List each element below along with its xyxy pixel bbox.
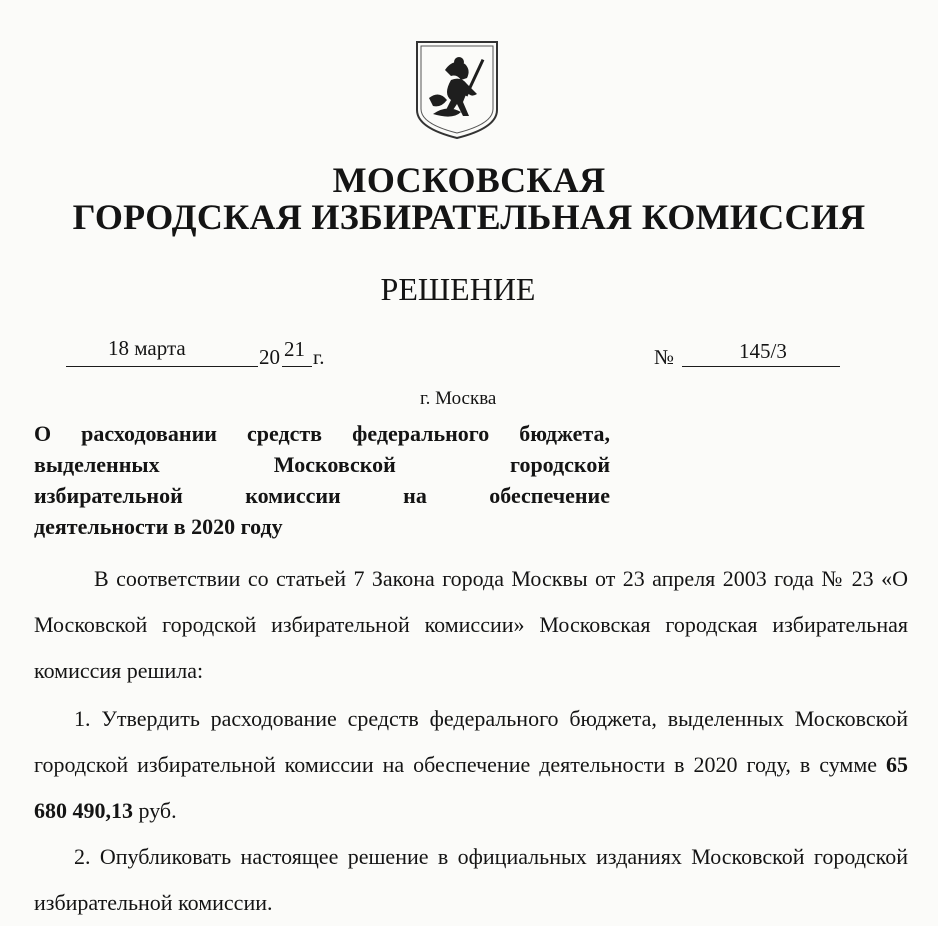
moscow-coat-of-arms-icon (415, 40, 499, 140)
item-1-text: 1. Утвердить расходование средств федерального бюджета, выделенных Московской городской избирательной комиссии на обеспечение деятельности в 2020 году, в сумме (34, 706, 908, 777)
number-underline (682, 366, 840, 367)
item-1-unit: руб. (133, 798, 177, 823)
item-1-paragraph (34, 696, 908, 834)
city: г. Москва (420, 388, 497, 409)
date-underline (66, 366, 258, 367)
document-type-title: РЕШЕНИЕ (380, 271, 536, 307)
subject-line-3: избирательной комиссии на обеспечение (34, 483, 610, 508)
preamble-paragraph: В соответствии со статьей 7 Закона города Москвы от 23 апреля 2003 года № 23 «О Московской городской избирательной комиссии» Московская городская избирательная комиссия решила: (34, 566, 908, 683)
year-unit: г. (313, 345, 325, 369)
number-sign: № (654, 345, 675, 369)
item-1-sum: 65 680 490,13 (34, 752, 908, 823)
subject-line-1: О расходовании средств федерального бюджета, (34, 421, 610, 446)
item-2-paragraph: 2. Опубликовать настоящее решение в официальных изданиях Московской городской избирательной комиссии. (34, 844, 908, 915)
year-prefix: 20 (259, 345, 280, 369)
subject-line-4: деятельности в 2020 году (34, 514, 283, 539)
subject-line-2: выделенных Московской городской (34, 452, 610, 477)
year-suffix: 21 (284, 337, 305, 361)
year-underline (282, 366, 312, 367)
org-name-line-1: МОСКОВСКАЯ (332, 160, 606, 200)
decision-number: 145/3 (739, 339, 787, 363)
decision-date: 18 марта (108, 336, 186, 360)
org-name-line-2: ГОРОДСКАЯ ИЗБИРАТЕЛЬНАЯ КОМИССИЯ (72, 197, 866, 237)
